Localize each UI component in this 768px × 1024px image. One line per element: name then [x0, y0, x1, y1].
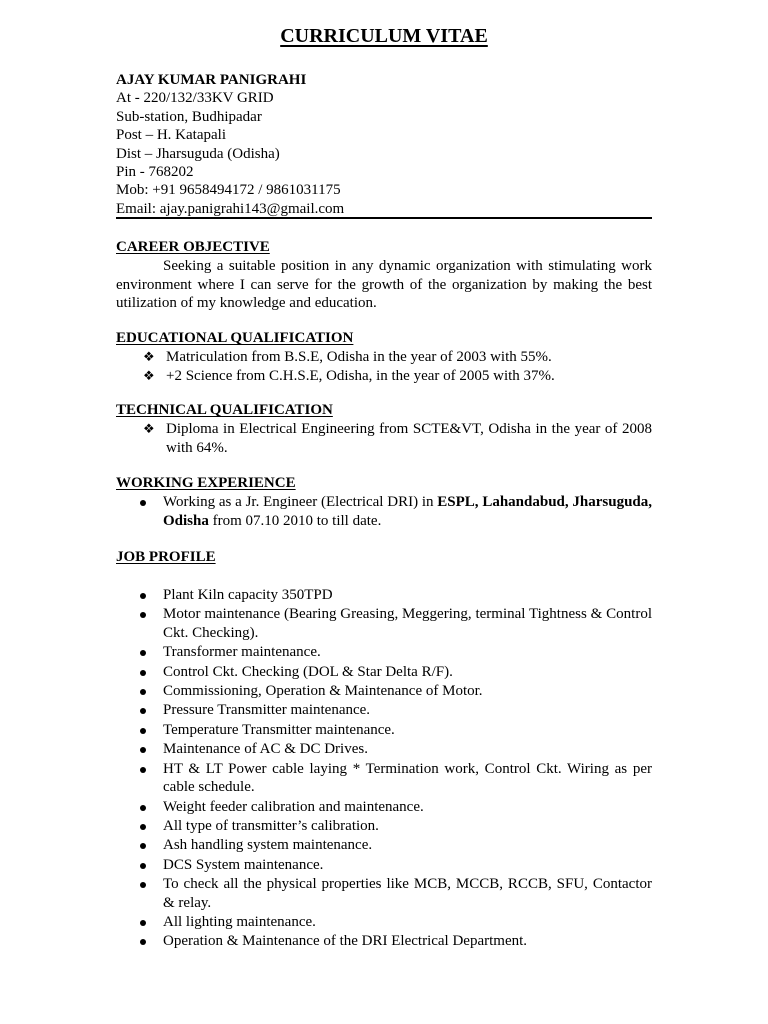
- list-item: Temperature Transmitter maintenance.: [116, 721, 652, 740]
- bullet-icon: [140, 728, 146, 734]
- technical-qualification-list: [116, 420, 652, 457]
- bullet-icon: [140, 670, 146, 676]
- employer-name: ESPL, Lahandabud, Jharsuguda, Odisha: [163, 494, 653, 529]
- address-line-pin: Pin - 768202: [116, 163, 194, 180]
- bullet-icon: [140, 500, 146, 506]
- list-item: ❖ +2 Science from C.H.S.E, Odisha, in the year of 2005 with 37%.: [143, 367, 555, 384]
- list-item: ❖ Matriculation from B.S.E, Odisha in the year of 2003 with 55%.: [143, 349, 552, 365]
- job-profile-list: [116, 586, 652, 951]
- list-item: Commissioning, Operation & Maintenance of Motor.: [116, 682, 652, 701]
- bullet-icon: [140, 863, 146, 869]
- working-experience-list: [116, 493, 652, 530]
- educational-qualification-list: [116, 348, 652, 385]
- email-address: Email: ajay.panigrahi143@gmail.com: [116, 200, 345, 217]
- bullet-icon: [140, 882, 146, 888]
- list-item: Control Ckt. Checking (DOL & Star Delta R/F).: [116, 663, 652, 682]
- bullet-icon: [140, 805, 146, 811]
- list-item: Maintenance of AC & DC Drives.: [116, 740, 652, 759]
- list-item: Transformer maintenance.: [116, 643, 652, 662]
- bullet-icon: [140, 593, 146, 599]
- list-item: To check all the physical properties like MCB, MCCB, RCCB, SFU, Contactor & relay.: [116, 875, 652, 912]
- bullet-icon: [140, 612, 146, 618]
- contact-divider: [116, 217, 652, 219]
- list-item: Operation & Maintenance of the DRI Electrical Department.: [116, 932, 652, 951]
- technical-qualification-section: [116, 401, 652, 457]
- list-item: Ash handling system maintenance.: [116, 836, 652, 855]
- contact-block: [116, 71, 652, 218]
- address-line-grid: At - 220/132/33KV GRID: [116, 90, 274, 107]
- job-profile-section: [116, 548, 652, 952]
- job-profile-heading: JOB PROFILE: [116, 549, 216, 565]
- career-objective-text: Seeking a suitable position in any dynamic organization with stimulating work environment where I can serve for the growth of the organization by making the best utilization of my knowledge and education.: [116, 258, 652, 311]
- working-experience-heading: WORKING EXPERIENCE: [116, 475, 296, 491]
- bullet-icon: [140, 708, 146, 714]
- diamond-bullet-icon: ❖: [143, 367, 155, 383]
- address-line-post: Post – H. Katapali: [116, 127, 226, 144]
- career-objective-heading: CAREER OBJECTIVE: [116, 239, 270, 255]
- document-title: CURRICULUM VITAE: [280, 25, 488, 47]
- bullet-icon: [140, 689, 146, 695]
- diamond-bullet-icon: ❖: [143, 421, 155, 436]
- bullet-icon: [140, 843, 146, 849]
- list-item: Working as a Jr. Engineer (Electrical DRI) in ESPL, Lahandabud, Jharsuguda, Odisha from 07.10 2010 to till date.: [116, 493, 652, 530]
- address-line-substation: Sub-station, Budhipadar: [116, 108, 262, 125]
- list-item: HT & LT Power cable laying * Termination work, Control Ckt. Wiring as per cable schedule.: [116, 760, 652, 797]
- educational-qualification-heading: EDUCATIONAL QUALIFICATION: [116, 330, 354, 346]
- address-line-district: Dist – Jharsuguda (Odisha): [116, 145, 280, 162]
- career-objective-section: [116, 238, 652, 313]
- list-item: ❖ Diploma in Electrical Engineering from SCTE&VT, Odisha in the year of 2008 with 64%.: [143, 421, 652, 456]
- candidate-name: AJAY KUMAR PANIGRAHI: [116, 72, 307, 88]
- mobile-numbers: Mob: +91 9658494172 / 9861031175: [116, 182, 341, 199]
- list-item: Plant Kiln capacity 350TPD: [116, 586, 652, 605]
- list-item: Pressure Transmitter maintenance.: [116, 701, 652, 720]
- bullet-icon: [140, 767, 146, 773]
- list-item: Weight feeder calibration and maintenance.: [116, 798, 652, 817]
- list-item: DCS System maintenance.: [116, 856, 652, 875]
- educational-qualification-section: [116, 329, 652, 385]
- bullet-icon: [140, 939, 146, 945]
- working-experience-section: [116, 474, 652, 530]
- bullet-icon: [140, 747, 146, 753]
- diamond-bullet-icon: ❖: [143, 349, 155, 364]
- list-item: All lighting maintenance.: [116, 913, 652, 932]
- bullet-icon: [140, 650, 146, 656]
- bullet-icon: [140, 920, 146, 926]
- list-item: Motor maintenance (Bearing Greasing, Meggering, terminal Tightness & Control Ckt. Checking).: [116, 605, 652, 642]
- bullet-icon: [140, 824, 146, 830]
- list-item: All type of transmitter’s calibration.: [116, 817, 652, 836]
- technical-qualification-heading: TECHNICAL QUALIFICATION: [116, 402, 333, 418]
